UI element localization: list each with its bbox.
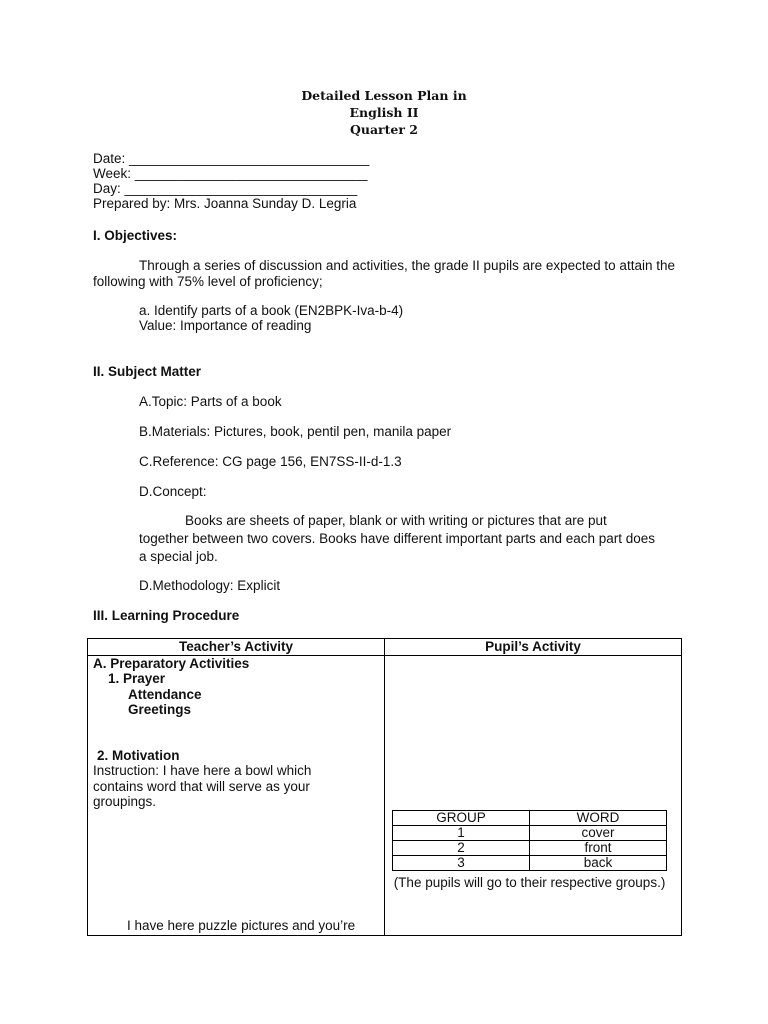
week-line: Week: _______________________________ [93, 166, 368, 181]
prepared-by-line: Prepared by: Mrs. Joanna Sunday D. Legria [93, 196, 357, 211]
group-column-header: GROUP [393, 811, 530, 826]
group-number: 1 [393, 826, 530, 841]
subject-materials: B.Materials: Pictures, book, pentil pen, manila paper [139, 424, 452, 439]
document-title-line-2: English II [349, 105, 419, 120]
objectives-heading: I. Objectives: [93, 228, 178, 243]
attendance-item: Attendance [128, 687, 202, 702]
pupil-activity-cell [385, 656, 682, 936]
day-line: Day: _______________________________ [93, 181, 358, 196]
instruction-line-3: groupings. [93, 794, 157, 809]
pupil-activity-header: Pupil’s Activity [385, 639, 682, 656]
document-title-line-1: Detailed Lesson Plan in [301, 88, 467, 103]
learning-procedure-table [87, 638, 682, 936]
subject-concept-text: Books are sheets of paper, blank or with writing or pictures that are put together between two covers. Books have different important parts and each part does a special job. [139, 513, 656, 564]
teacher-activity-cell [88, 656, 385, 936]
table-row [393, 856, 667, 871]
objective-value: Value: Importance of reading [139, 318, 312, 333]
group-word: front [530, 841, 667, 856]
group-number: 2 [393, 841, 530, 856]
instruction-line-2: contains word that will serve as your [93, 779, 310, 794]
group-word: back [530, 856, 667, 871]
instruction-line-1: Instruction: I have here a bowl which [93, 763, 312, 778]
puzzle-instruction: I have here puzzle pictures and you’re [127, 918, 356, 933]
greetings-item: Greetings [128, 702, 192, 717]
objectives-intro: Through a series of discussion and activities, the grade II pupils are expected to attain the following with 75% level of proficiency; [93, 258, 675, 289]
prayer-item: 1. Prayer [108, 671, 166, 686]
word-column-header: WORD [530, 811, 667, 826]
subject-methodology: D.Methodology: Explicit [139, 578, 281, 593]
group-number: 3 [393, 856, 530, 871]
subject-topic: A.Topic: Parts of a book [139, 394, 282, 409]
document-title-line-3: Quarter 2 [349, 122, 419, 137]
subject-matter-heading: II. Subject Matter [93, 364, 202, 379]
group-word: cover [530, 826, 667, 841]
date-line: Date: ________________________________ [93, 151, 370, 166]
group-word-table [392, 810, 667, 871]
subject-reference: C.Reference: CG page 156, EN7SS-II-d-1.3 [139, 454, 402, 469]
pupil-grouping-note: (The pupils will go to their respective groups.) [393, 875, 666, 890]
table-row [393, 826, 667, 841]
teacher-activity-header: Teacher’s Activity [88, 639, 385, 656]
learning-procedure-heading: III. Learning Procedure [93, 608, 240, 623]
subject-concept-label: D.Concept: [139, 484, 207, 499]
preparatory-activities-heading: A. Preparatory Activities [93, 656, 250, 671]
table-row [393, 841, 667, 856]
objective-item-a: a. Identify parts of a book (EN2BPK-Iva-b-4) [139, 303, 404, 318]
motivation-heading: 2. Motivation [97, 748, 180, 763]
